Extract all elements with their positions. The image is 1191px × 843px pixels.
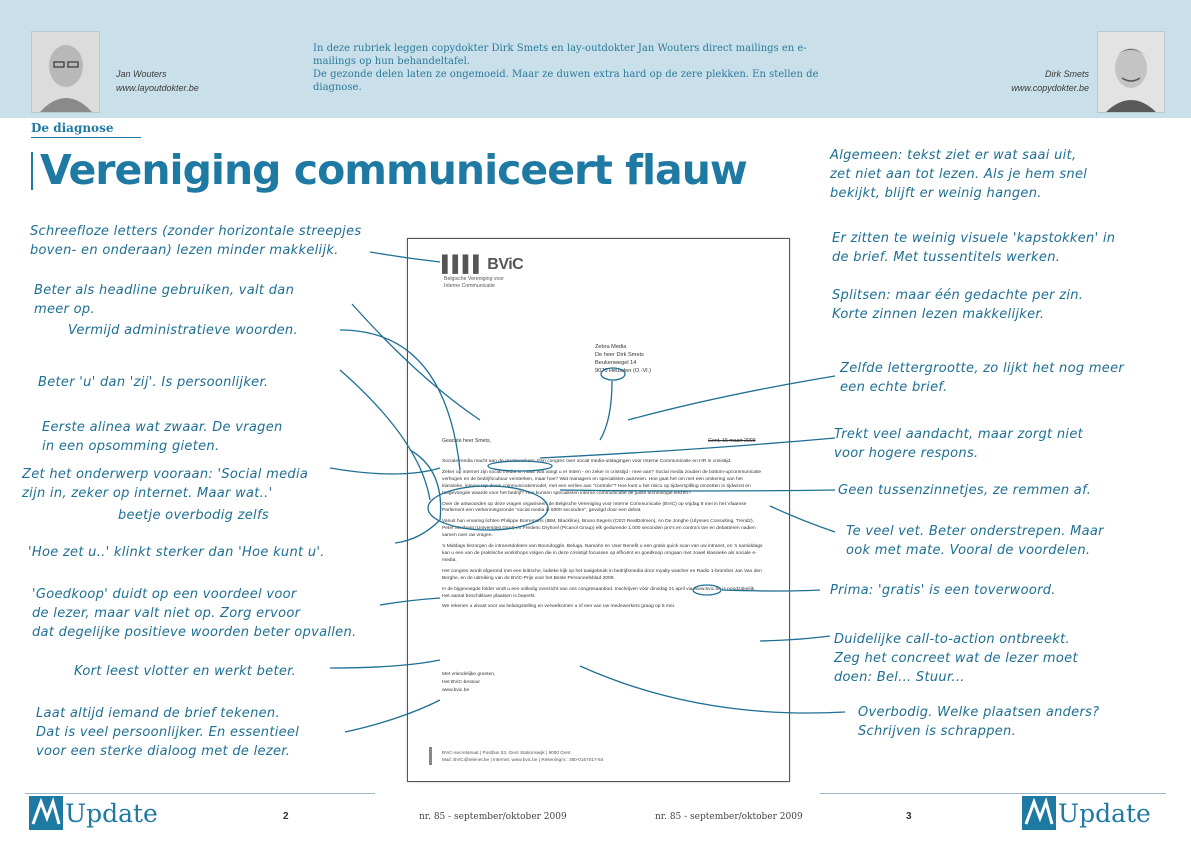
letter-footer [442, 749, 603, 763]
divider [820, 793, 1166, 794]
closing-line: www.bvic.be [442, 688, 470, 693]
note-line: Overbodig. Welke plaatsen anders? [858, 705, 1100, 720]
right-note-6 [838, 481, 1091, 500]
portrait-icon [1098, 32, 1164, 112]
right-note-3 [832, 286, 1083, 324]
update-logo-right [1022, 795, 1151, 831]
note-line: Korte zinnen lezen makkelijker. [832, 307, 1045, 322]
note-line: beetje overbodig zelfs [118, 508, 269, 523]
divider [31, 137, 141, 138]
note-line: een echte brief. [840, 380, 948, 395]
letter-page [407, 238, 790, 782]
author-left-name: Jan Wouters [116, 69, 167, 79]
note-line: Dat is veel persoonlijker. En essentieel [36, 725, 300, 740]
letter-logo-sub-line: Belgische Vereniging voor [444, 276, 504, 282]
author-right [1011, 67, 1089, 95]
right-note-7 [846, 522, 1104, 560]
note-line: Schrijven is schrappen. [858, 724, 1017, 739]
recipient-line: De heer Dirk Smets [595, 352, 644, 358]
left-note-3 [68, 321, 298, 340]
letter-paragraph: Het congres wordt afgerond met een kritische, ludieke kijk op het taalgebruik in bedrijfsmedia door royalty watcher en Radio 1-bromber Jan Van den Berghe, en de uitreiking van de BViC-Prijs voor het Beste Personeelsblad 2009. [442, 568, 762, 581]
note-line: Vermijd administratieve woorden. [68, 323, 298, 338]
author-right-name: Dirk Smets [1044, 69, 1089, 79]
letter-paragraph: Over de antwoorden op deze vragen organiseert de Belgische Vereniging voor Interne Communicatie (BViC) op vrijdag 8 mei in het Vlaamse Parlement een verkenningsronde "social media in 5000 seconden", gevolgd door een debat. [442, 501, 747, 514]
issue-right: nr. 85 - september/oktober 2009 [655, 812, 803, 822]
letter-paragraph: 's Middags bezorgen de intranetdokters van Boondoggle, Beluga, Namahn en User Benefit u een gratis quick scan van uw intranet, en 's namiddags kan u een van de praktische workshops volgen die in deze crisistijd focussen op efficiënt en goedkoop omgaan met zowel klassieke als sociale e-media. [442, 544, 763, 563]
right-note-8 [830, 581, 1056, 600]
recipient-line: Zebra Media [595, 344, 627, 350]
left-note-7 [118, 506, 269, 525]
divider [25, 793, 375, 794]
issue-left: nr. 85 - september/oktober 2009 [419, 812, 567, 822]
note-line: in een opsomming gieten. [42, 439, 220, 454]
right-note-2 [832, 229, 1115, 267]
logo-bars-icon: ▌▌▌▌ [442, 256, 484, 273]
letter-footer-line: Mail: BViC@telenet.be | Internet: www.bvic.be | Rekeningnr.: 380-0167017-54 [442, 757, 604, 762]
letter-paragraph: In de bijgevoegde folder vindt u een volledig overzicht van ons congresaanbod. Inschrijven vóór dinsdag 21 april via www.bvic.be is noodzakelijk. Het aantal beschikbare plaatsen is beperkt. [442, 586, 756, 599]
letter-paragraph: Sociale media macht aan de medewerkers: Een congres over social media-uitdagingen voor Interne Communicatie en HR in crisistijd. [442, 459, 732, 464]
note-line: Algemeen: tekst ziet er wat saai uit, [830, 148, 1077, 163]
note-line: Te veel vet. Beter onderstrepen. Maar [846, 524, 1104, 539]
author-left-site: www.layoutdokter.be [116, 83, 199, 93]
recipient-line: Beukenwegel 14 [595, 360, 637, 366]
letter-footer-bar [429, 747, 432, 765]
letter-paragraph: Zeker op internet zijn social media in, maar wat vangt u er intern - en zeker in crisistijd - mee aan? Social media zouden de bottom-upcommunicatie verhogen en de bedrijfscultuur versterken, maar hoe? Wat managers en specialisten aanzeien. Hoe gaat het om met een omkering van het klassieke, interne top-down communicatiemodel, met een verlies aan "controle"? Hoe kunt u het risico op tijdverspilling omzetten in tijdwinst en toegevoegde waarde voor het bedrijf? Hoe kunnen specialisten interne communicatie de juiste technologie kiezen? [442, 469, 762, 496]
letter-logo-subtitle [444, 276, 504, 290]
note-line: Schreefloze letters (zonder horizontale streepjes [30, 224, 362, 239]
note-line: meer op. [34, 302, 95, 317]
note-line: zijn in, zeker op internet. Maar wat..' [22, 486, 273, 501]
left-note-5 [42, 418, 283, 456]
left-note-9 [32, 585, 356, 642]
right-note-5 [834, 425, 1083, 463]
right-note-1 [830, 146, 1087, 203]
note-line: Duidelijke call-to-action ontbreekt. [834, 632, 1070, 647]
intro-line-2: De gezonde delen laten ze ongemoeid. Maar ze duwen extra hard op de zere plekken. En stellen de diagnose. [313, 69, 819, 93]
closing-line: Het BViC-bestuur [442, 680, 480, 685]
right-note-9 [834, 630, 1078, 687]
section-label: De diagnose [31, 121, 114, 135]
right-note-10 [858, 703, 1099, 741]
note-line: ook met mate. Vooral de voordelen. [846, 543, 1091, 558]
letter-logo-sub-line: Interne Communicatie [444, 283, 495, 289]
left-note-11 [36, 704, 299, 761]
update-logo-text: Update [1058, 798, 1151, 828]
recipient-line: 9070 Heusden (O.-Vl.) [595, 368, 651, 374]
note-line: 'Hoe zet u..' klinkt sterker dan 'Hoe kunt u'. [28, 545, 325, 560]
note-line: bekijkt, blijft er weinig hangen. [830, 186, 1042, 201]
note-line: Er zitten te weinig visuele 'kapstokken' in [832, 231, 1116, 246]
note-line: boven- en onderaan) lezen minder makkelijk. [30, 243, 339, 258]
update-emblem-icon [1022, 796, 1056, 830]
note-line: Kort leest vlotter en werkt beter. [74, 664, 297, 679]
note-line: zet niet aan tot lezen. Als je hem snel [830, 167, 1088, 182]
letter-date: Gent, 15 maart 2009 [708, 438, 756, 444]
letter-logo-text: BViC [487, 256, 524, 273]
right-note-4 [840, 359, 1124, 397]
left-note-2 [34, 281, 294, 319]
note-line: dat degelijke positieve woorden beter opvallen. [32, 625, 357, 640]
author-left [116, 67, 199, 95]
left-note-4 [38, 373, 268, 392]
author-photo-right [1097, 31, 1165, 113]
letter-body [442, 459, 764, 615]
letter-paragraph: Vanuit hun ervaring lichten Philippe Borremans (IBM, Blackline), Bruno Segers (CEO RealDolmen), An De Jonghe (Ulysses Consulting, Trendz), Peter Mechant (Universiteit Gent) en Frederic Dryhoel (Picanol Group) elk gedurende 1.000 seconden pro's en contra's toe en debatteren nadien samen over uw vragen. [442, 519, 756, 539]
left-note-6 [22, 465, 308, 503]
portrait-icon [32, 32, 99, 112]
author-right-site: www.copydokter.be [1011, 83, 1089, 93]
intro-text [313, 42, 833, 94]
page-number-left: 2 [283, 811, 289, 822]
letter-salutation: Geachte heer Smets, [442, 438, 492, 444]
note-line: Prima: 'gratis' is een toverwoord. [830, 583, 1056, 598]
note-line: de brief. Met tussentitels werken. [832, 250, 1061, 265]
update-logo-left [29, 795, 158, 831]
letter-closing [442, 671, 495, 695]
note-line: Splitsen: maar één gedachte per zin. [832, 288, 1084, 303]
left-note-1 [30, 222, 361, 260]
note-line: Zeg het concreet wat de lezer moet [834, 651, 1078, 666]
divider [31, 152, 33, 190]
note-line: Geen tussenzinnetjes, ze remmen af. [838, 483, 1092, 498]
left-note-10 [74, 662, 296, 681]
note-line: 'Goedkoop' duidt op een voordeel voor [32, 587, 297, 602]
intro-line-1: In deze rubriek leggen copydokter Dirk Smets en lay-outdokter Jan Wouters direct mailings en e-mailings op hun behandeltafel. [313, 43, 807, 67]
closing-line: Met vriendelijke groeten, [442, 672, 496, 677]
author-photo-left [31, 31, 100, 113]
update-logo-text: Update [65, 798, 158, 828]
note-line: Eerste alinea wat zwaar. De vragen [42, 420, 283, 435]
note-line: doen: Bel... Stuur... [834, 670, 965, 685]
letter-recipient [595, 343, 651, 375]
letter-paragraph: We rekenen u alvast voor uw belangstelling en verwelkomen u of een van uw medewerkers graag op 8 mei. [442, 604, 676, 610]
left-note-8 [28, 543, 325, 562]
note-line: voor een sterke dialoog met de lezer. [36, 744, 291, 759]
update-emblem-icon [29, 796, 63, 830]
note-line: Beter als headline gebruiken, valt dan [34, 283, 295, 298]
note-line: Zet het onderwerp vooraan: 'Social media [22, 467, 309, 482]
page-title: Vereniging communiceert flauw [40, 146, 747, 194]
note-line: voor hogere respons. [834, 446, 979, 461]
note-line: Beter 'u' dan 'zij'. Is persoonlijker. [38, 375, 269, 390]
note-line: Laat altijd iemand de brief tekenen. [36, 706, 280, 721]
letter-logo [442, 256, 523, 274]
page-number-right: 3 [906, 811, 912, 822]
note-line: Trekt veel aandacht, maar zorgt niet [834, 427, 1084, 442]
note-line: Zelfde lettergrootte, zo lijkt het nog meer [840, 361, 1125, 376]
note-line: de lezer, maar valt niet op. Zorg ervoor [32, 606, 301, 621]
letter-footer-line: BViC-secretariaat | Postbus 53, Gent Stationswijk | 9000 Gent [442, 750, 571, 755]
